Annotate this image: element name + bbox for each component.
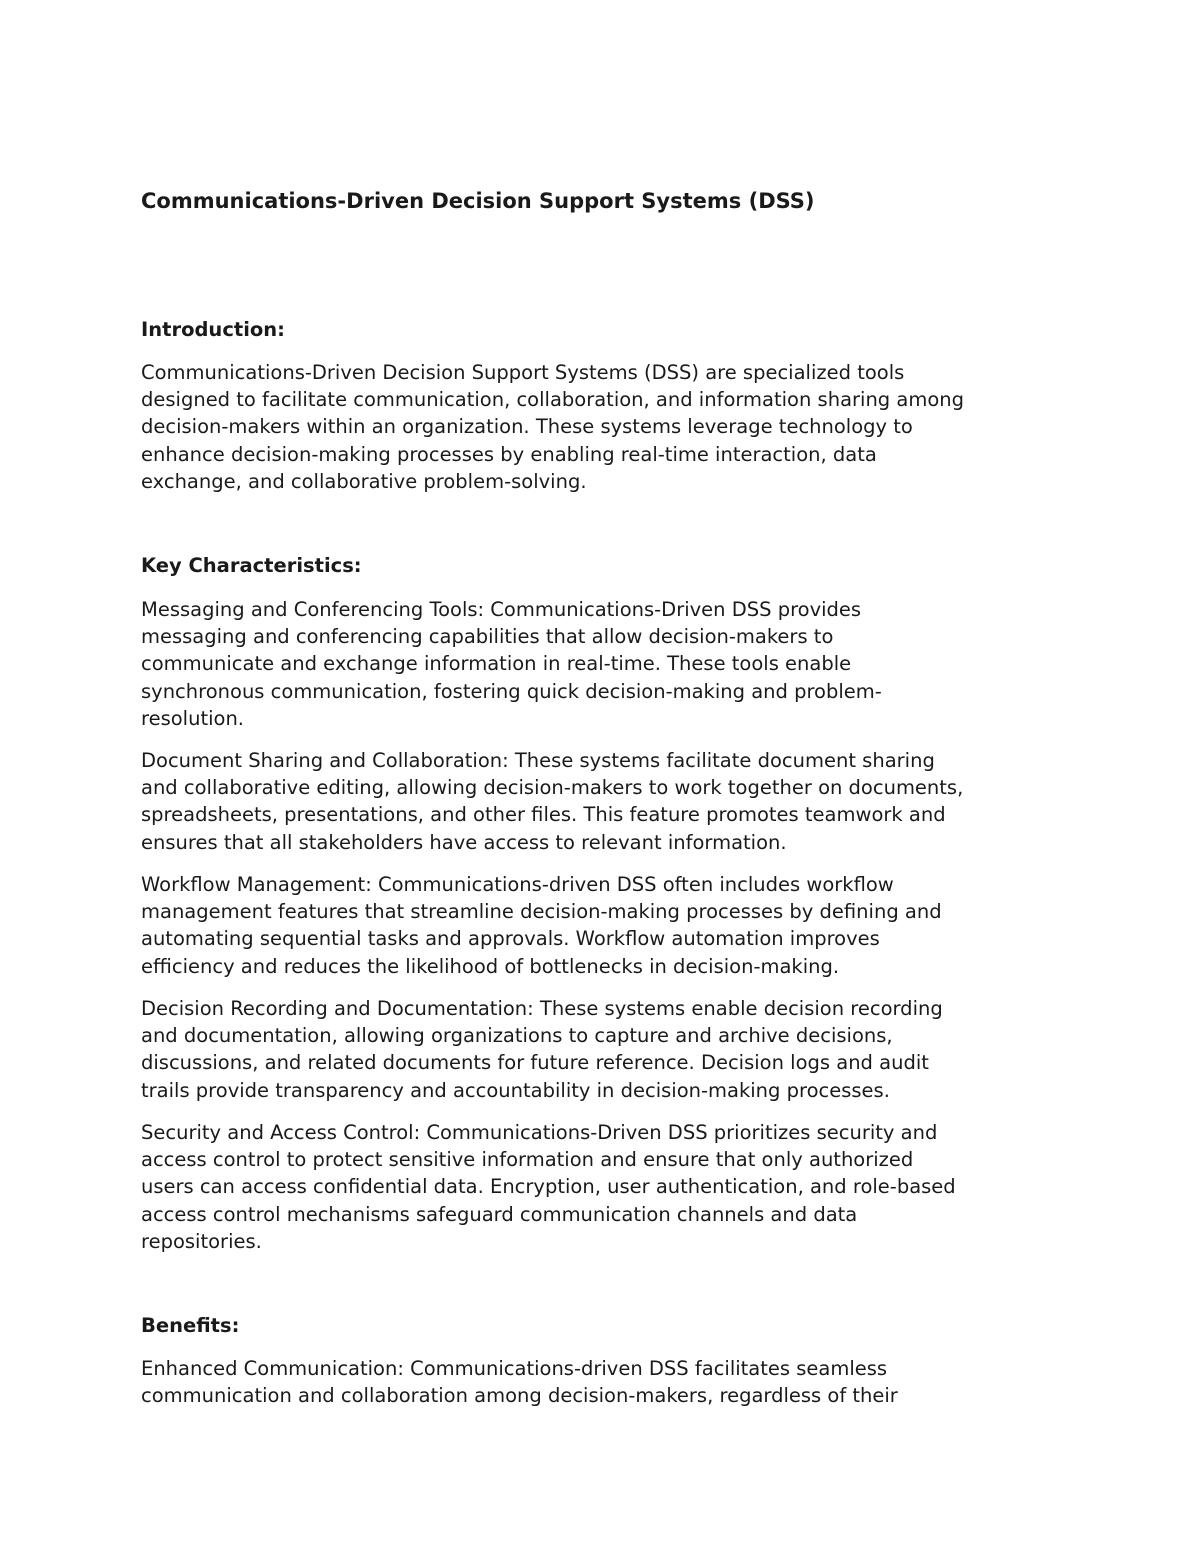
benefit-enhanced-communication-paragraph xyxy=(141,1355,1061,1409)
text-line: Communications-Driven Decision Support Systems (DSS) are specialized tools xyxy=(141,361,905,384)
characteristic-security-paragraph xyxy=(141,1119,1061,1255)
document-title: Communications-Driven Decision Support Systems (DSS) xyxy=(141,189,815,213)
text-line: synchronous communication, fostering quick decision-making and problem- xyxy=(141,679,882,703)
characteristic-messaging-paragraph xyxy=(141,596,1061,732)
text-line: repositories. xyxy=(141,1229,262,1253)
text-line: trails provide transparency and accountability in decision-making processes. xyxy=(141,1078,890,1102)
text-line: messaging and conferencing capabilities that allow decision-makers to xyxy=(141,625,834,649)
text-line: access control mechanisms safeguard communication channels and data xyxy=(141,1202,858,1226)
text-line: Decision Recording and Documentation: These systems enable decision recording xyxy=(141,997,943,1020)
introduction-paragraph xyxy=(141,359,1061,495)
text-line: communication and collaboration among decision-makers, regardless of their xyxy=(141,1384,898,1408)
characteristic-document-sharing-paragraph xyxy=(141,747,1061,856)
text-line: resolution. xyxy=(141,706,245,730)
text-line: efficiency and reduces the likelihood of bottlenecks in decision-making. xyxy=(141,954,840,978)
text-line: automating sequential tasks and approvals. Workflow automation improves xyxy=(141,927,880,951)
characteristic-workflow-paragraph xyxy=(141,871,1061,980)
text-line: communicate and exchange information in real-time. These tools enable xyxy=(141,652,852,676)
text-line: Enhanced Communication: Communications-driven DSS facilitates seamless xyxy=(141,1357,888,1380)
text-line: spreadsheets, presentations, and other files. This feature promotes teamwork and xyxy=(141,803,946,827)
text-line: Security and Access Control: Communications-Driven DSS prioritizes security and xyxy=(141,1121,938,1144)
text-line: designed to facilitate communication, collaboration, and information sharing among xyxy=(141,388,964,412)
text-line: discussions, and related documents for future reference. Decision logs and audit xyxy=(141,1051,929,1075)
text-line: and collaborative editing, allowing decision-makers to work together on documents, xyxy=(141,776,964,800)
section-heading-introduction: Introduction: xyxy=(141,318,285,341)
text-line: and documentation, allowing organizations to capture and archive decisions, xyxy=(141,1024,893,1048)
text-line: enhance decision-making processes by enabling real-time interaction, data xyxy=(141,442,877,466)
section-heading-benefits: Benefits: xyxy=(141,1314,240,1337)
text-line: Messaging and Conferencing Tools: Communications-Driven DSS provides xyxy=(141,598,862,621)
text-line: ensures that all stakeholders have access to relevant information. xyxy=(141,830,787,854)
section-heading-key-characteristics: Key Characteristics: xyxy=(141,554,362,577)
text-line: access control to protect sensitive information and ensure that only authorized xyxy=(141,1148,914,1172)
text-line: Workflow Management: Communications-driven DSS often includes workflow xyxy=(141,873,894,896)
text-line: Document Sharing and Collaboration: These systems facilitate document sharing xyxy=(141,749,935,772)
text-line: exchange, and collaborative problem-solving. xyxy=(141,469,587,493)
text-line: management features that streamline decision-making processes by defining and xyxy=(141,900,942,924)
characteristic-decision-recording-paragraph xyxy=(141,995,1061,1104)
text-line: users can access confidential data. Encryption, user authentication, and role-based xyxy=(141,1175,956,1199)
text-line: decision-makers within an organization. These systems leverage technology to xyxy=(141,415,913,439)
